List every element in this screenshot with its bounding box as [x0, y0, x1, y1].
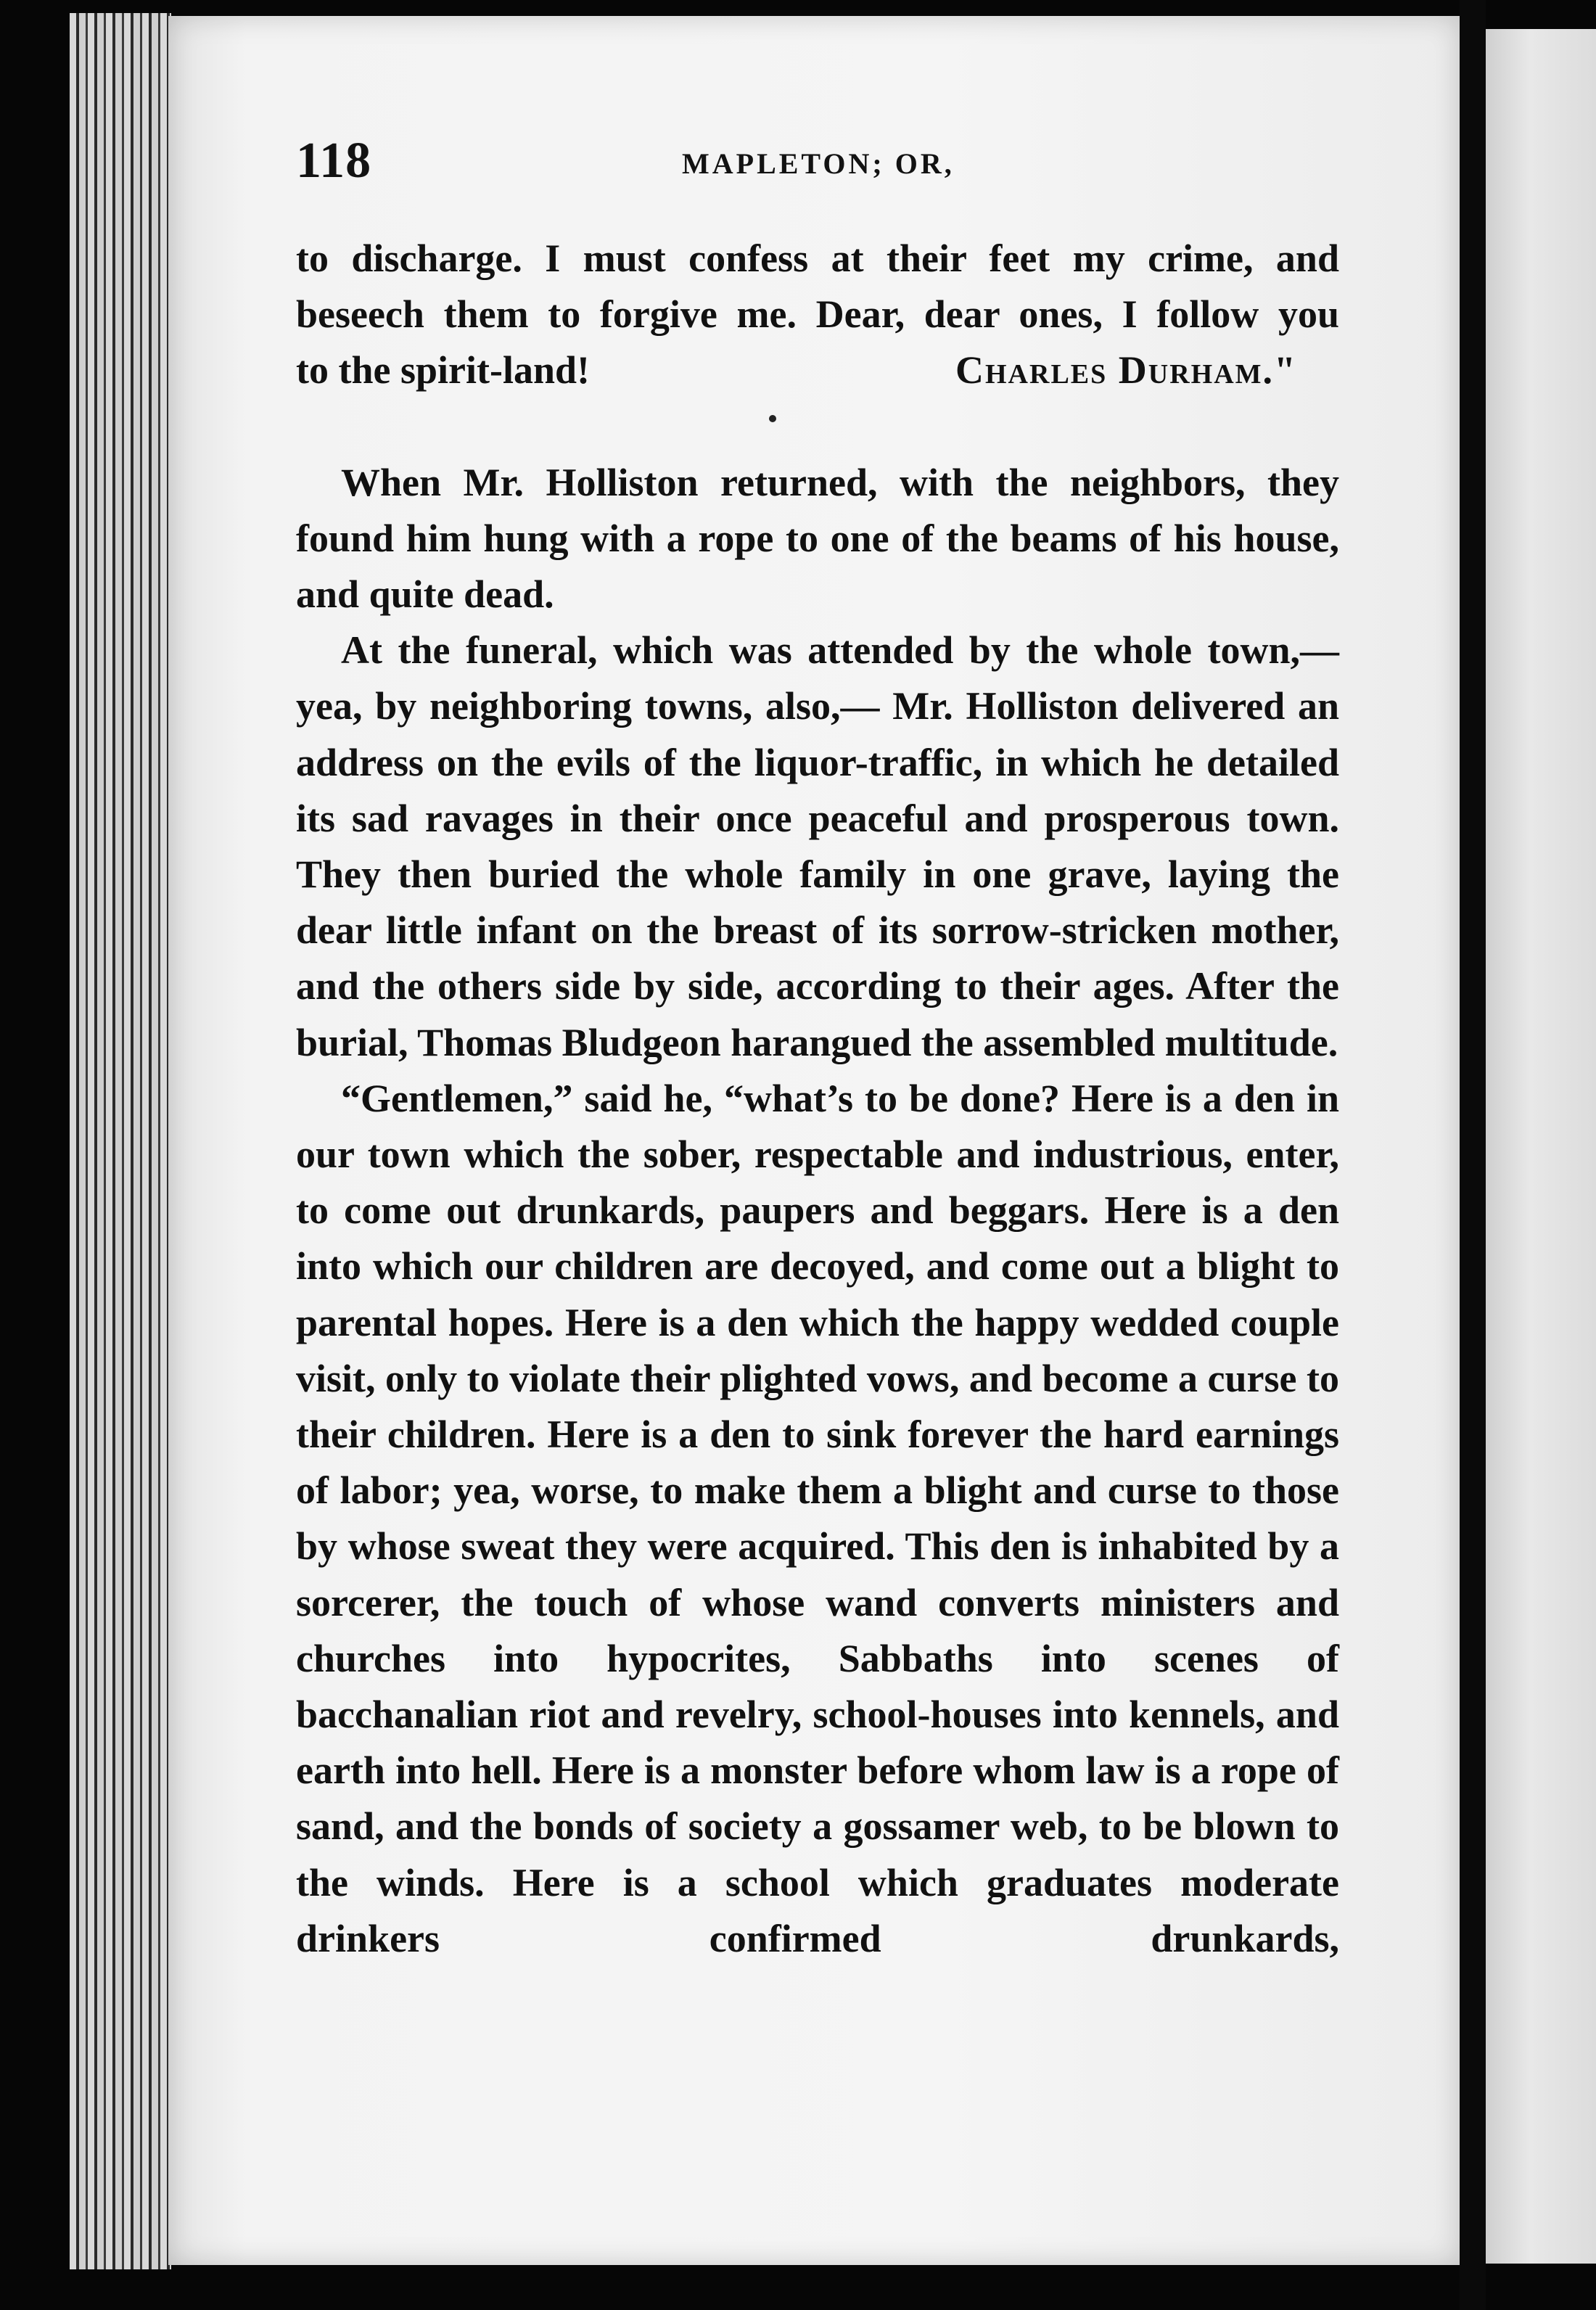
paragraph: “Gentlemen,” said he, “what’s to be done? Here is a den in our town which the sober, respectable and industrious, enter, to come out drunkards, paupers and beggars. Here is a den into which our children are decoyed, and come out a blight to parental hopes. Here is a den which the happy wedded couple visit, only to violate their plighted vows, and become a curse to their children. Here is a den to sink forever the hard earnings of labor; yea, worse, to make them a blight and curse to those by whose sweat they were acquired. This den is inhabited by a sorcerer, the touch of whose wand converts ministers and churches into hypocrites, Sabbaths into scenes of bacchanalian riot and revelry, school-houses into kennels, and earth into hell. Here is a monster before whom law is a rope of sand, and the bonds of society a gossamer web, to be blown to the winds. Here is a school which graduates moderate drinkers confirmed drunkards, [296, 1076, 1339, 1960]
page-edge-stack [70, 13, 171, 2269]
letter-line: to discharge. I must confess at their feet my crime, and [296, 237, 1339, 280]
page-number: 118 [296, 133, 372, 189]
running-title: MAPLETON; OR, [682, 147, 955, 180]
letter-line: beseech them to forgive me. Dear, dear ones, I follow you [296, 292, 1339, 337]
section-dot [769, 415, 776, 422]
running-head [0, 132, 1596, 190]
section-break [296, 399, 1339, 455]
book-gutter [1460, 0, 1486, 2310]
facing-page-edge [1486, 29, 1596, 2264]
letter-line: to the spirit-land! [296, 348, 590, 392]
paragraph: When Mr. Holliston returned, with the neighbors, they found him hung with a rope to one of the beams of his house, and quite dead. [296, 460, 1339, 617]
text-block [296, 231, 1339, 1967]
letter-closing [296, 342, 1339, 398]
letter-signature: Charles Durham." [955, 348, 1297, 392]
paragraph: At the funeral, which was attended by the whole town,— yea, by neighboring towns, also,— Mr. Holliston delivered an address on the evils of the liquor-traffic, in which he detailed its sad ravages in their once peaceful and prosperous town. They then buried the whole family in one grave, laying the dear little infant on the breast of its sorrow-stricken mother, and the others side by side, according to their ages. After the burial, Thomas Bludgeon harangued the assembled multitude. [296, 628, 1339, 1064]
